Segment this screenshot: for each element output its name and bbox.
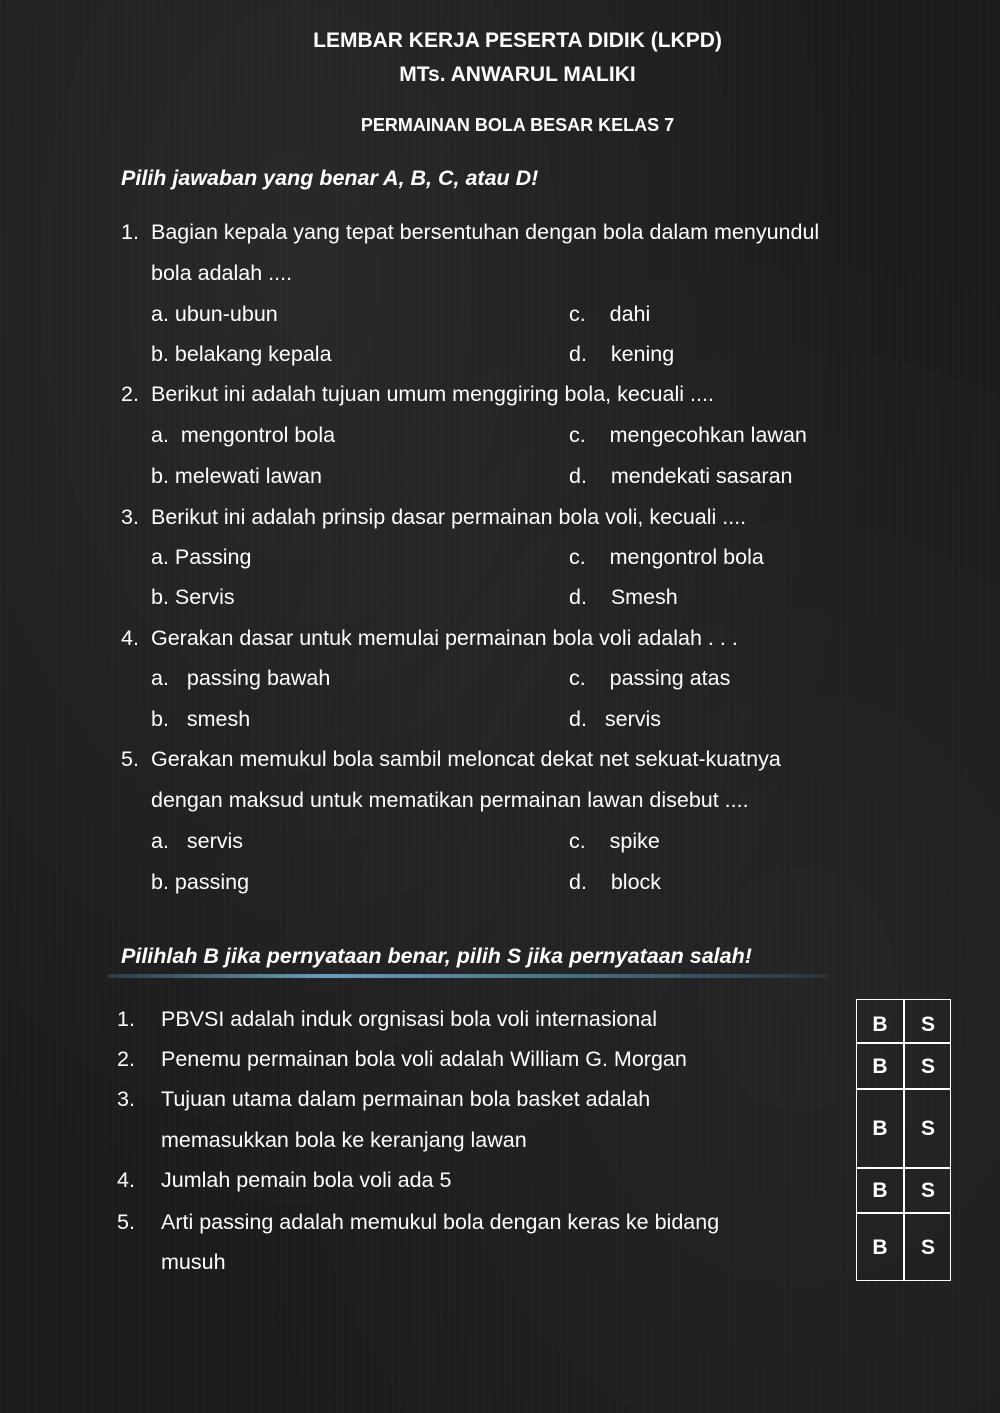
option-text: Passing <box>174 545 252 569</box>
option-text: spike <box>609 829 660 853</box>
answer-true-2[interactable]: B <box>872 1055 888 1078</box>
option-letter: b. <box>151 342 169 366</box>
grid-divider <box>857 1167 950 1169</box>
option-text: mendekati sasaran <box>610 464 793 488</box>
option-a[interactable] <box>151 666 330 691</box>
question-text: Gerakan dasar untuk memulai permainan bola voli adalah . . . <box>151 626 738 650</box>
option-c[interactable] <box>569 423 807 448</box>
option-letter: a. <box>151 302 169 326</box>
option-letter: b. <box>151 707 169 731</box>
option-b[interactable] <box>151 870 249 895</box>
option-c[interactable] <box>569 829 660 854</box>
option-text: mengecohkan lawan <box>609 423 807 447</box>
answer-true-4[interactable]: B <box>872 1179 888 1202</box>
statement-text: Tujuan utama dalam permainan bola basket adalah <box>161 1087 651 1111</box>
option-b[interactable] <box>151 585 235 610</box>
option-letter: c. <box>569 829 586 853</box>
option-c[interactable] <box>569 545 764 570</box>
subject-title: PERMAINAN BOLA BESAR KELAS 7 <box>360 115 675 135</box>
option-letter: a. <box>151 545 169 569</box>
question-text: Gerakan memukul bola sambil meloncat dekat net sekuat-kuatnya <box>151 747 781 771</box>
statement-text: PBVSI adalah induk orgnisasi bola voli internasional <box>161 1007 658 1031</box>
question-text: Berikut ini adalah tujuan umum menggiring bola, kecuali .... <box>151 382 714 406</box>
option-d[interactable] <box>569 464 793 489</box>
grid-divider <box>857 1212 950 1214</box>
statement-number: 5. <box>117 1210 135 1234</box>
option-letter: b. <box>151 870 169 894</box>
option-letter: b. <box>151 585 169 609</box>
option-text: block <box>610 870 662 894</box>
question-text: bola adalah .... <box>151 261 293 285</box>
answer-false-4[interactable]: S <box>920 1179 935 1202</box>
statement-number: 3. <box>117 1087 135 1111</box>
option-a[interactable] <box>151 829 243 854</box>
option-c[interactable] <box>569 666 730 691</box>
option-letter: a. <box>151 666 169 690</box>
statement-number: 2. <box>117 1047 135 1071</box>
school-name: MTs. ANWARUL MALIKI <box>399 63 636 86</box>
option-text: melewati lawan <box>174 464 322 488</box>
grid-divider <box>857 1088 950 1090</box>
answer-false-3[interactable]: S <box>920 1117 935 1140</box>
option-c[interactable] <box>569 302 650 327</box>
question-number: 4. <box>121 626 139 650</box>
option-b[interactable] <box>151 707 250 732</box>
option-letter: d. <box>569 342 587 366</box>
statement-text: Jumlah pemain bola voli ada 5 <box>161 1168 452 1192</box>
question-text: Berikut ini adalah prinsip dasar permainan bola voli, kecuali .... <box>151 505 747 529</box>
option-d[interactable] <box>569 342 674 367</box>
question-number: 5. <box>121 747 139 771</box>
answer-grid <box>856 999 951 1281</box>
option-letter: d. <box>569 585 587 609</box>
answer-false-1[interactable]: S <box>920 1013 935 1036</box>
option-letter: d. <box>569 707 587 731</box>
option-letter: d. <box>569 464 587 488</box>
true-false-instruction: Pilihlah B jika pernyataan benar, pilih S jika pernyataan salah! <box>121 944 752 968</box>
question-text: Bagian kepala yang tepat bersentuhan dengan bola dalam menyundul <box>151 220 820 244</box>
worksheet-title: LEMBAR KERJA PESERTA DIDIK (LKPD) <box>313 29 722 52</box>
multiple-choice-instruction: Pilih jawaban yang benar A, B, C, atau D! <box>121 166 539 190</box>
option-letter: c. <box>569 545 586 569</box>
option-a[interactable] <box>151 302 278 327</box>
option-d[interactable] <box>569 870 661 895</box>
statement-number: 4. <box>117 1168 135 1192</box>
option-text: mengontrol bola <box>609 545 764 569</box>
option-text: kening <box>610 342 675 366</box>
option-text: belakang kepala <box>174 342 332 366</box>
option-text: servis <box>186 829 244 853</box>
question-number: 2. <box>121 382 139 406</box>
statement-text: memasukkan bola ke keranjang lawan <box>161 1128 527 1152</box>
option-text: passing <box>174 870 250 894</box>
chalk-underline <box>108 974 828 978</box>
option-letter: c. <box>569 423 586 447</box>
option-letter: a. <box>151 423 169 447</box>
option-letter: b. <box>151 464 169 488</box>
answer-false-5[interactable]: S <box>920 1236 935 1259</box>
statement-number: 1. <box>117 1007 135 1031</box>
question-number: 1. <box>121 220 139 244</box>
question-number: 3. <box>121 505 139 529</box>
option-d[interactable] <box>569 585 678 610</box>
question-text: dengan maksud untuk mematikan permainan lawan disebut .... <box>151 788 749 812</box>
option-text: dahi <box>609 302 651 326</box>
grid-divider <box>857 1042 950 1044</box>
option-letter: c. <box>569 302 586 326</box>
option-text: passing bawah <box>186 666 331 690</box>
answer-false-2[interactable]: S <box>920 1055 935 1078</box>
option-b[interactable] <box>151 464 322 489</box>
option-text: passing atas <box>609 666 731 690</box>
answer-true-1[interactable]: B <box>872 1013 888 1036</box>
option-letter: c. <box>569 666 586 690</box>
option-text: ubun-ubun <box>174 302 278 326</box>
option-text: Servis <box>174 585 235 609</box>
statement-text: Arti passing adalah memukul bola dengan keras ke bidang <box>161 1210 720 1234</box>
statement-text: musuh <box>161 1250 226 1274</box>
answer-true-3[interactable]: B <box>872 1117 888 1140</box>
answer-true-5[interactable]: B <box>872 1236 888 1259</box>
option-a[interactable] <box>151 545 251 570</box>
option-b[interactable] <box>151 342 332 367</box>
option-text: servis <box>604 707 662 731</box>
option-d[interactable] <box>569 707 661 732</box>
option-letter: d. <box>569 870 587 894</box>
option-text: smesh <box>186 707 251 731</box>
option-a[interactable] <box>151 423 335 448</box>
option-letter: a. <box>151 829 169 853</box>
statement-text: Penemu permainan bola voli adalah William G. Morgan <box>161 1047 687 1071</box>
option-text: mengontrol bola <box>180 423 336 447</box>
option-text: Smesh <box>610 585 678 609</box>
